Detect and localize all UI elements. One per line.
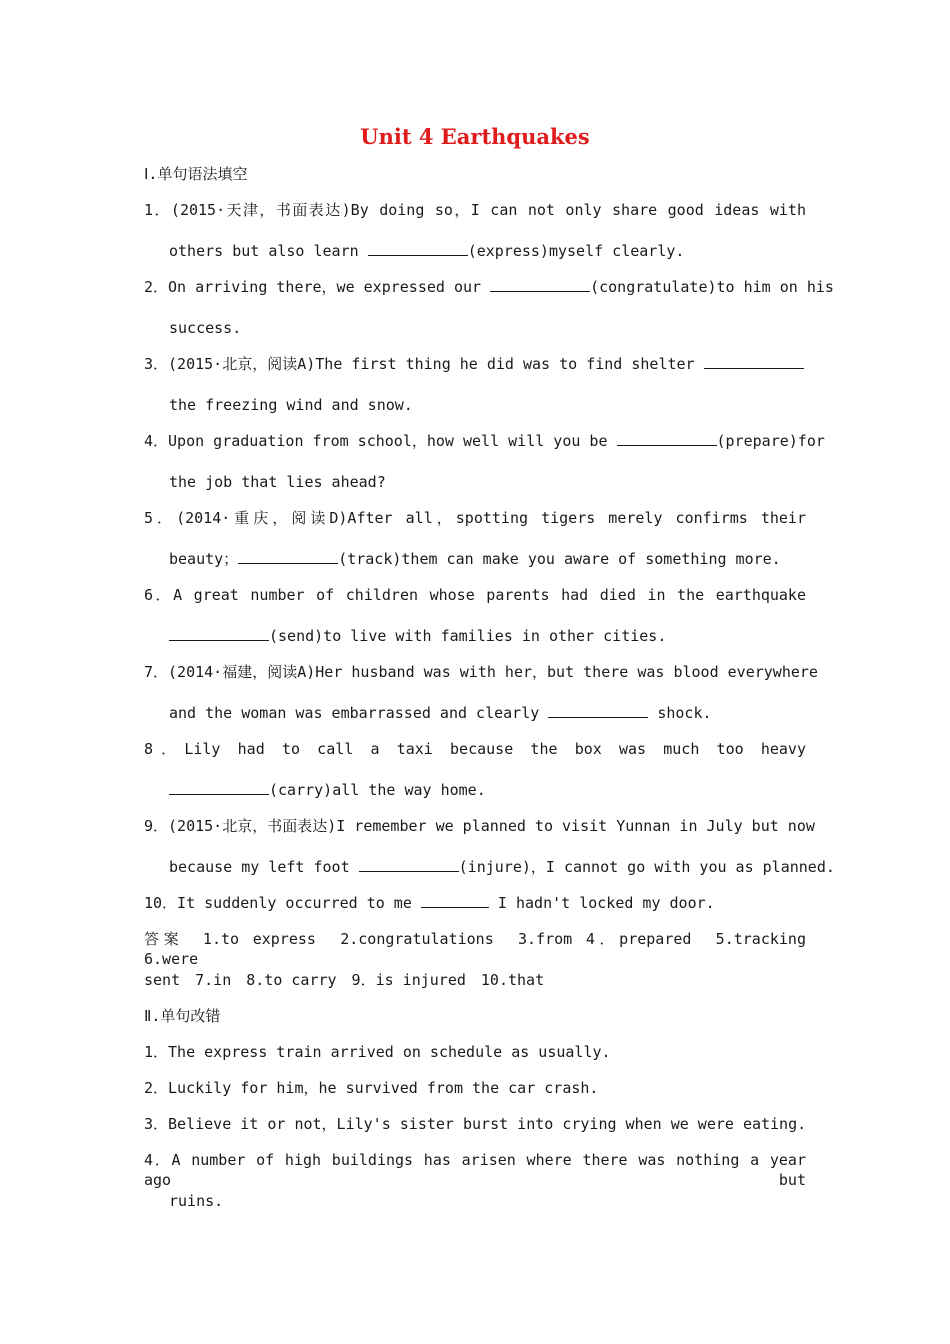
- answer-blank[interactable]: [368, 241, 468, 256]
- answer-blank[interactable]: [421, 893, 489, 908]
- answers-line-1: 答案 1.to express 2.congratulations 3.from 4．prepared 5.tracking 6.were: [144, 930, 822, 968]
- question-8-line-1: 8．Lily had to call a taxi because the box was much too heavy: [144, 740, 806, 758]
- question-2-line-2: success.: [169, 319, 242, 337]
- correction-1: 1．The express train arrived on schedule as usually.: [144, 1043, 611, 1061]
- question-4-line-2: the job that lies ahead?: [169, 473, 386, 491]
- question-5-line-1: 5．(2014·重庆，阅读D)After all，spotting tigers merely confirms their: [144, 509, 806, 527]
- answer-blank[interactable]: [359, 857, 459, 872]
- question-9-line-1: 9．(2015·北京，书面表达)I remember we planned to visit Yunnan in July but now: [144, 817, 815, 835]
- question-7-line-1: 7．(2014·福建，阅读A)Her husband was with her，but there was blood everywhere: [144, 663, 818, 681]
- correction-2: 2．Luckily for him，he survived from the car crash.: [144, 1079, 599, 1097]
- answer-blank[interactable]: [169, 780, 269, 795]
- question-6-line-1: 6．A great number of children whose parents had died in the earthquake: [144, 586, 806, 604]
- question-1-line-2: others but also learn (express)myself clearly.: [169, 242, 685, 260]
- question-6-line-2: (send)to live with families in other cities.: [169, 626, 666, 646]
- correction-3: 3．Believe it or not，Lily's sister burst into crying when we were eating.: [144, 1115, 807, 1133]
- section-2-heading: Ⅱ.单句改错: [144, 1007, 221, 1025]
- question-10-line: 10．It suddenly occurred to me I hadn't locked my door.: [144, 894, 715, 912]
- answers-line-2: sent 7.in 8.to carry 9．is injured 10.that: [144, 971, 545, 989]
- question-8-line-2: (carry)all the way home.: [169, 780, 486, 800]
- question-3-line-1: 3．(2015·北京，阅读A)The first thing he did was to find shelter: [144, 354, 804, 374]
- question-2-line-1: 2．On arriving there，we expressed our (congratulate)to him on his: [144, 278, 834, 296]
- answer-blank[interactable]: [238, 549, 338, 564]
- page-title: Unit 4 Earthquakes: [360, 124, 590, 149]
- answer-blank[interactable]: [617, 431, 717, 446]
- answer-blank[interactable]: [490, 277, 590, 292]
- question-1-line-1: 1．(2015·天津，书面表达)By doing so，I can not only share good ideas with: [144, 201, 806, 219]
- question-7-line-2: and the woman was embarrassed and clearly shock.: [169, 704, 712, 722]
- section-1-heading: Ⅰ.单句语法填空: [144, 165, 248, 183]
- question-9-line-2: because my left foot (injure)，I cannot go with you as planned.: [169, 858, 835, 876]
- answer-blank[interactable]: [548, 703, 648, 718]
- question-4-line-1: 4．Upon graduation from school，how well will you be (prepare)for: [144, 432, 825, 450]
- correction-4-line-1: 4．A number of high buildings has arisen where there was nothing a year ago but: [144, 1151, 806, 1189]
- question-5-line-2: beauty； (track)them can make you aware of something more.: [169, 550, 781, 568]
- answer-blank[interactable]: [169, 626, 269, 641]
- question-3-line-2: the freezing wind and snow.: [169, 396, 413, 414]
- correction-4-line-2: ruins.: [169, 1192, 224, 1210]
- answer-blank[interactable]: [704, 354, 804, 369]
